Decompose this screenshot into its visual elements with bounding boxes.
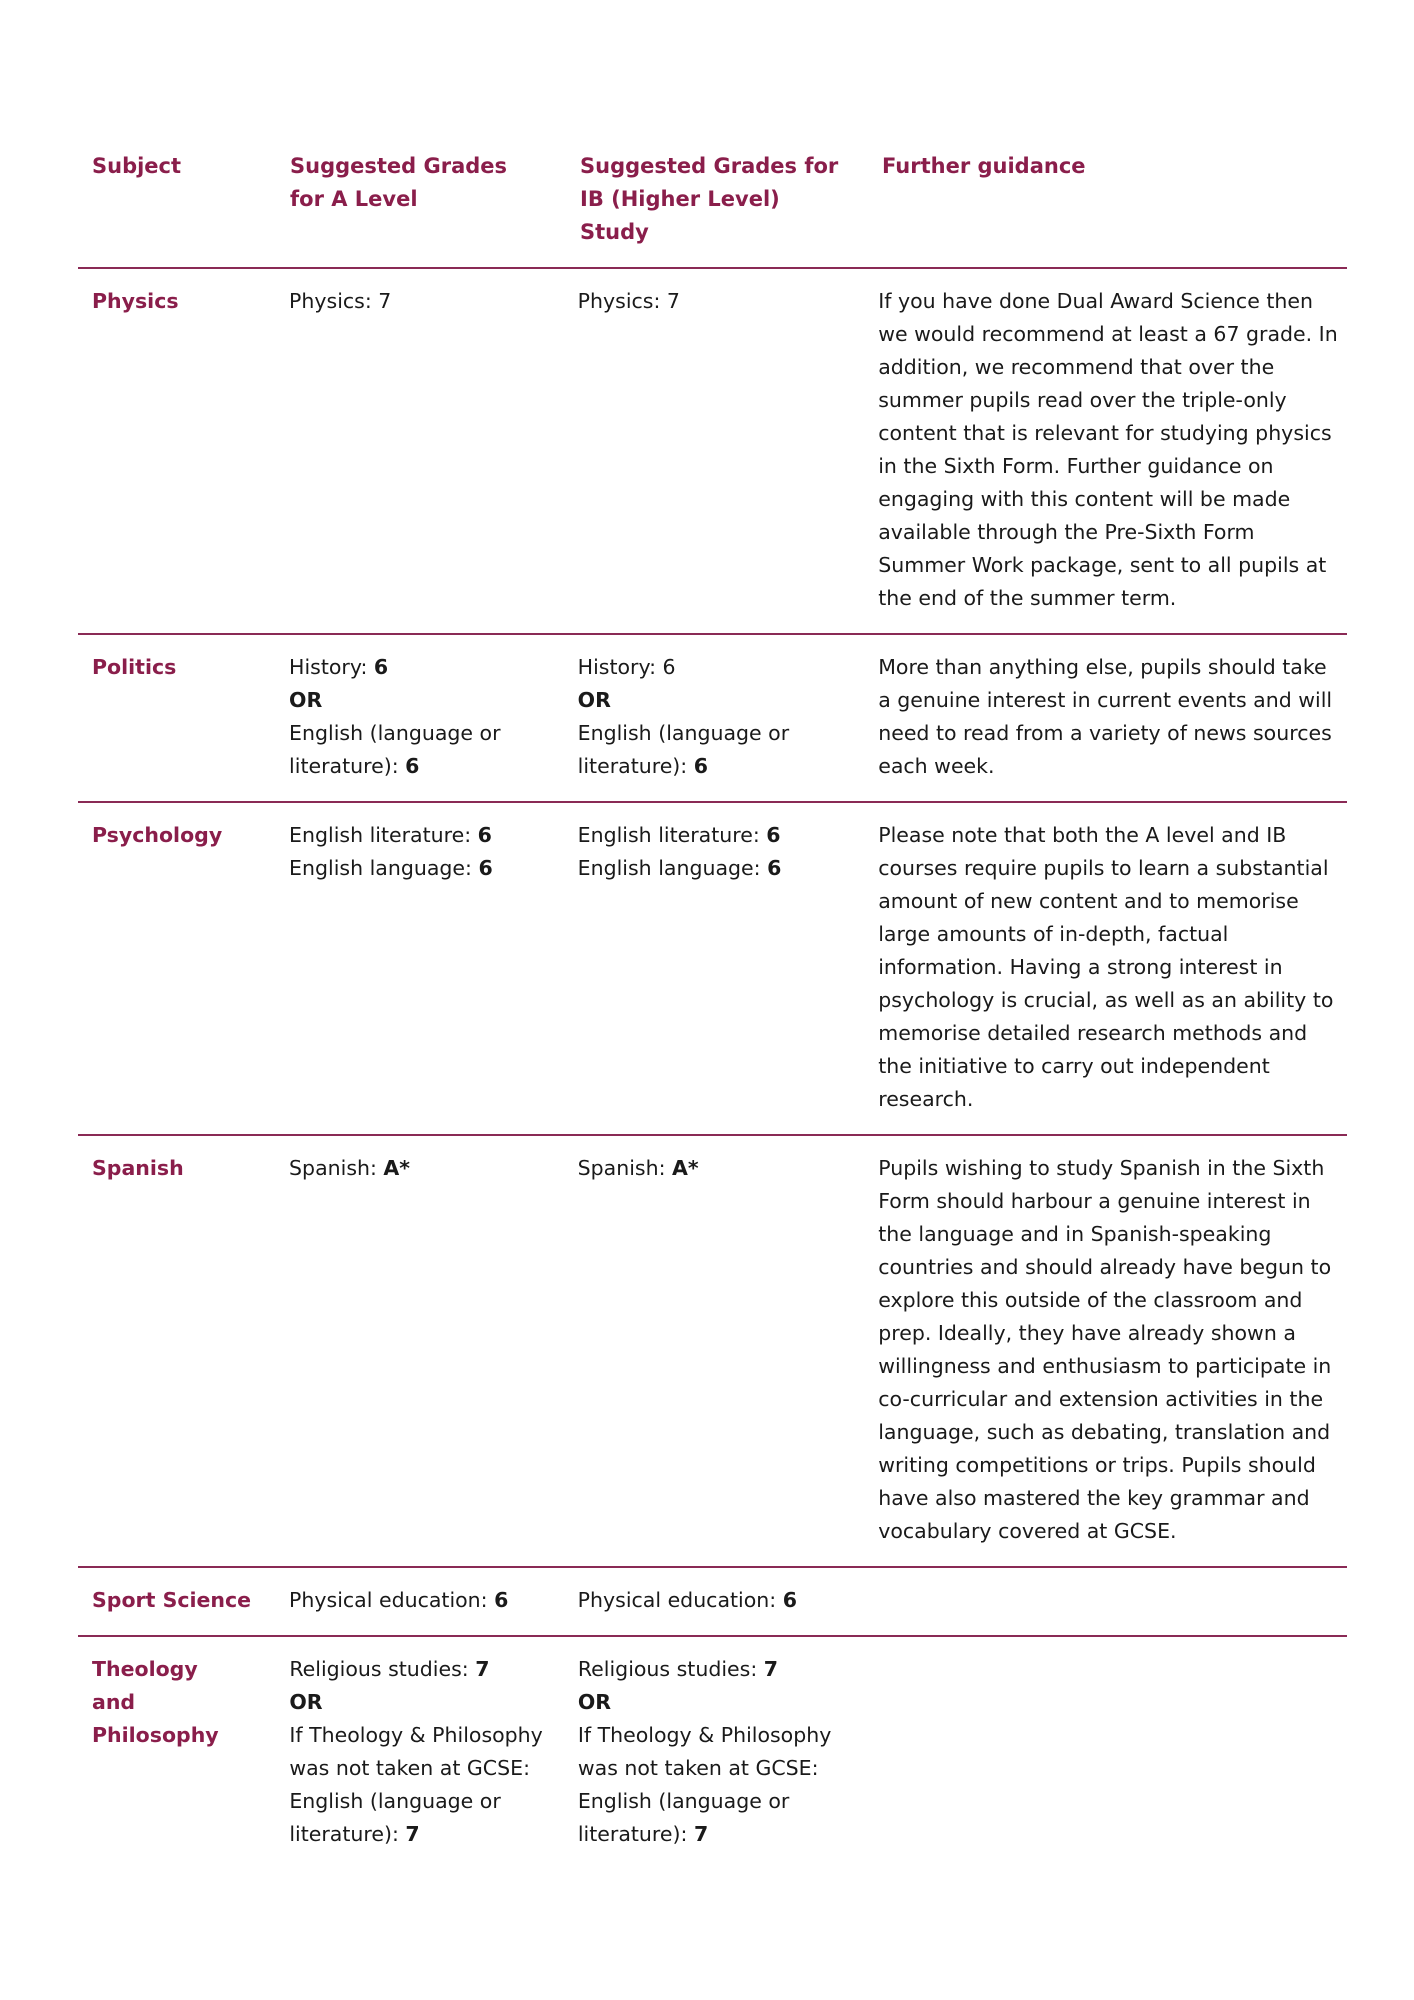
ib-line <box>578 1785 878 1818</box>
grade-label: Spanish: <box>289 1156 384 1180</box>
grade-value: 7 <box>763 1657 779 1681</box>
a-level-line <box>289 1686 578 1719</box>
grade-label: English (language or <box>289 1789 501 1813</box>
header-guidance: Further guidance <box>882 154 1086 178</box>
grade-value: 6 <box>693 754 708 778</box>
a-level-line <box>289 750 578 783</box>
ib-line <box>578 852 879 885</box>
grade-label: Religious studies: <box>289 1657 476 1681</box>
a-level-grades-cell <box>289 819 578 1116</box>
subject-cell: Physics <box>92 289 179 313</box>
grade-value: A* <box>672 1156 699 1180</box>
grade-label: English (language or <box>289 721 501 745</box>
a-level-line <box>289 1719 578 1752</box>
ib-line <box>578 717 879 750</box>
grade-value: 7 <box>666 289 680 313</box>
a-level-grades-cell <box>289 651 578 783</box>
grade-value: 7 <box>405 1822 420 1846</box>
ib-grades-cell <box>578 285 879 615</box>
table-row <box>78 269 1347 635</box>
guidance-cell <box>878 1653 1347 1851</box>
ib-line <box>578 651 879 684</box>
grade-value: 7 <box>378 289 392 313</box>
grade-value: 6 <box>494 1588 509 1612</box>
grade-value: 6 <box>767 856 782 880</box>
ib-line <box>578 684 879 717</box>
subject-cell: Psychology <box>92 823 223 847</box>
or-label: OR <box>577 688 611 712</box>
grade-label: was not taken at GCSE: <box>577 1756 819 1780</box>
grade-value: 7 <box>693 1822 709 1846</box>
grade-value: 6 <box>477 823 492 847</box>
a-level-line <box>289 1818 578 1851</box>
a-level-grades-cell <box>289 1152 578 1548</box>
grade-label: literature): <box>577 754 694 778</box>
ib-line <box>578 285 879 318</box>
table-row <box>78 803 1347 1136</box>
or-label: OR <box>289 688 323 712</box>
grade-label: If Theology & Philosophy <box>577 1723 832 1747</box>
grade-label: literature): <box>289 1822 406 1846</box>
grade-label: History: <box>577 655 663 679</box>
header-a-level: Suggested Grades for A Level <box>290 154 508 211</box>
table-row <box>78 1568 1347 1637</box>
guidance-cell: More than anything else, pupils should take a genuine interest in current events and will need to read from a variety of news sources each week. <box>878 655 1333 778</box>
guidance-cell: If you have done Dual Award Science then we would recommend at least a 67 grade. In addition, we recommend that over the summer pupils read over the triple-only content that is relevant for studying physics in the Sixth Form. Further guidance on engaging with this content will be made available through the Pre-Sixth Form Summer Work package, sent to all pupils at the end of the summer term. <box>878 289 1338 610</box>
ib-line <box>578 1719 878 1752</box>
ib-grades-cell <box>578 1653 878 1851</box>
ib-line <box>578 1752 878 1785</box>
ib-line <box>578 1152 879 1185</box>
a-level-line <box>289 1584 578 1617</box>
grade-value: 6 <box>662 655 676 679</box>
grade-label: was not taken at GCSE: <box>289 1756 530 1780</box>
grade-label: Physical education: <box>289 1588 495 1612</box>
grade-label: Physics: <box>577 289 667 313</box>
ib-line <box>578 1686 878 1719</box>
or-label: OR <box>577 1690 612 1714</box>
ib-grades-cell <box>578 1152 879 1548</box>
a-level-grades-cell <box>289 285 578 615</box>
header-ib: Suggested Grades for IB (Higher Level) Study <box>580 154 839 244</box>
grade-label: Physical education: <box>577 1588 783 1612</box>
grade-label: Spanish: <box>577 1156 673 1180</box>
a-level-line <box>289 285 578 318</box>
grade-label: Physics: <box>289 289 379 313</box>
grade-value: 6 <box>782 1588 797 1612</box>
grades-table <box>78 150 1347 1869</box>
ib-grades-cell <box>578 819 879 1116</box>
ib-grades-cell <box>578 1584 879 1617</box>
subject-cell: Sport Science <box>92 1588 252 1612</box>
ib-line <box>578 819 879 852</box>
grade-value: 6 <box>405 754 420 778</box>
a-level-line <box>289 717 578 750</box>
a-level-grades-cell <box>289 1653 578 1851</box>
grade-label: English language: <box>577 856 768 880</box>
ib-line <box>578 1818 878 1851</box>
grade-label: literature): <box>289 754 406 778</box>
grade-label: English (language or <box>577 1789 790 1813</box>
grade-label: History: <box>289 655 374 679</box>
grade-value: 6 <box>478 856 493 880</box>
header-subject: Subject <box>92 154 182 178</box>
table-row <box>78 1637 1347 1869</box>
or-label: OR <box>289 1690 323 1714</box>
grade-label: English (language or <box>577 721 790 745</box>
a-level-grades-cell <box>289 1584 578 1617</box>
a-level-line <box>289 684 578 717</box>
a-level-line <box>289 1752 578 1785</box>
grade-value: 6 <box>766 823 781 847</box>
grade-value: 7 <box>475 1657 490 1681</box>
grade-label: English literature: <box>289 823 478 847</box>
ib-line <box>578 1653 878 1686</box>
grade-value: A* <box>383 1156 411 1180</box>
guidance-cell: Pupils wishing to study Spanish in the Sixth Form should harbour a genuine interest in the language and in Spanish-speaking countries and should already have begun to explore this outside of the classroom and prep. Ideally, they have already shown a willingness and enthusiasm to participate in co-curricular and extension activities in the language, such as debating, translation and writing competitions or trips. Pupils should have also mastered the key grammar and vocabulary covered at GCSE. <box>878 1156 1332 1543</box>
grade-value: 6 <box>373 655 389 679</box>
a-level-line <box>289 1152 578 1185</box>
table-header-row <box>78 150 1347 269</box>
table-row <box>78 1136 1347 1568</box>
subject-cell: Spanish <box>92 1156 184 1180</box>
a-level-line <box>289 651 578 684</box>
grade-label: If Theology & Philosophy <box>289 1723 543 1747</box>
a-level-line <box>289 819 578 852</box>
guidance-cell: Please note that both the A level and IB courses require pupils to learn a substantial amount of new content and to memorise large amounts of in-depth, factual information. Having a strong interest in psychology is crucial, as well as an ability to memorise detailed research methods and the initiative to carry out independent research. <box>878 823 1334 1111</box>
a-level-line <box>289 1785 578 1818</box>
ib-grades-cell <box>578 651 879 783</box>
guidance-cell <box>878 1584 1347 1617</box>
a-level-line <box>289 852 578 885</box>
grade-label: English literature: <box>577 823 767 847</box>
ib-line <box>578 750 879 783</box>
grade-label: English language: <box>289 856 479 880</box>
subject-cell: Theology and Philosophy <box>92 1657 219 1747</box>
table-row <box>78 635 1347 803</box>
grade-label: literature): <box>577 1822 694 1846</box>
subject-cell: Politics <box>92 655 177 679</box>
a-level-line <box>289 1653 578 1686</box>
grade-label: Religious studies: <box>577 1657 764 1681</box>
ib-line <box>578 1584 879 1617</box>
